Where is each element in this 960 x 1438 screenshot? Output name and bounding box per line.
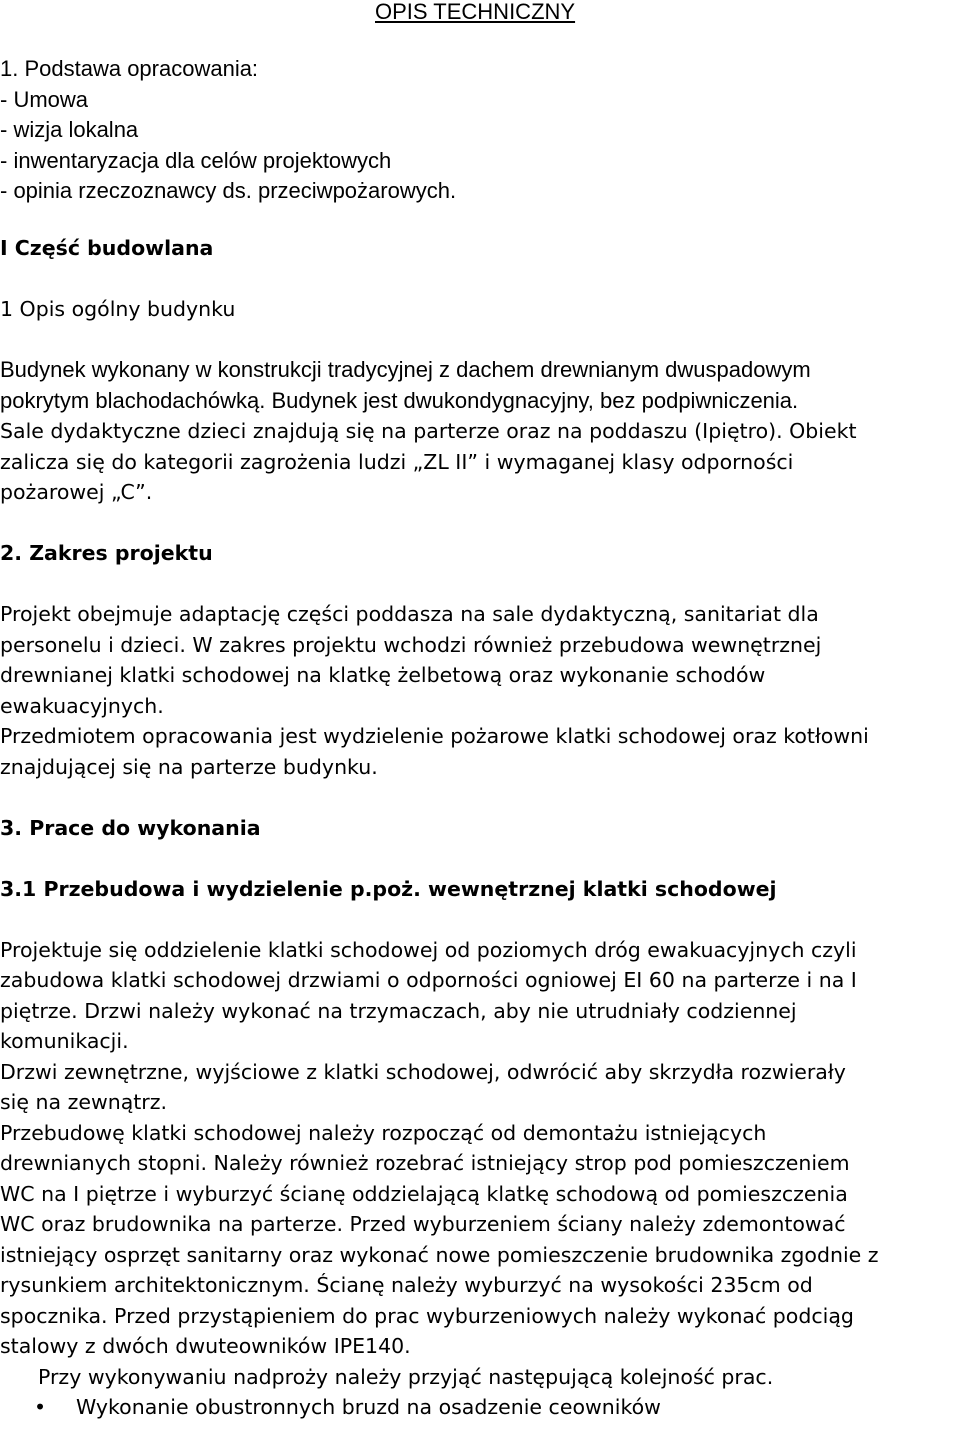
order-line: Przy wykonywaniu nadproży należy przyjąć następującą kolejność prac. xyxy=(38,1364,774,1389)
section-3-1-line: WC oraz brudownika na parterze. Przed wyburzeniem ściany należy zdemontować xyxy=(0,1212,846,1236)
spacer xyxy=(0,843,960,874)
section-3-1-line: istniejący osprzęt sanitarny oraz wykonać nowe pomieszczenie brudownika zgodnie z xyxy=(0,1242,879,1267)
section-1-line: pokrytym blachodachówką. Budynek jest dwukondygnacyjny, bez podpiwniczenia. xyxy=(0,387,799,413)
document-title: OPIS TECHNICZNY xyxy=(375,0,576,24)
section-3-1-line: piętrze. Drzwi należy wykonać na trzymaczach, aby nie utrudniały codziennej xyxy=(0,998,797,1023)
spacer xyxy=(0,782,960,813)
section-3-1-line: WC na I piętrze i wyburzyć ścianę oddzielającą klatkę schodową od pomieszczenia xyxy=(0,1181,848,1206)
basis-item: - Umowa xyxy=(0,86,89,112)
spacer xyxy=(0,508,960,539)
main-content xyxy=(0,233,960,1423)
section-2-line: Projekt obejmuje adaptację części poddasza na sale dydaktyczną, sanitariat dla xyxy=(0,602,819,626)
spacer xyxy=(0,904,960,935)
bullet-icon: • xyxy=(34,1395,47,1419)
section-3-1-line: spocznika. Przed przystąpieniem do prac wyburzeniowych należy wykonać podciąg xyxy=(0,1303,854,1328)
section-1-line: Budynek wykonany w konstrukcji tradycyjnej z dachem drewnianym dwuspadowym xyxy=(0,357,811,382)
section-3-heading: 3. Prace do wykonania xyxy=(0,815,261,840)
section-2-heading: 2. Zakres projektu xyxy=(0,541,213,565)
basis-item: - wizja lokalna xyxy=(0,117,139,142)
section-2-line: drewnianej klatki schodowej na klatkę żelbetową oraz wykonanie schodów xyxy=(0,663,766,687)
section-3-1-line: zabudowa klatki schodowej drzwiami o odporności ogniowej EI 60 na parterze i na I xyxy=(0,968,857,992)
section-2-line: personelu i dzieci. W zakres projektu wchodzi również przebudowa wewnętrznej xyxy=(0,632,822,657)
section-3-1-line: drewnianych stopni. Należy również rozebrać istniejący strop pod pomieszczeniem xyxy=(0,1151,850,1175)
section-1-heading: 1 Opis ogólny budynku xyxy=(0,297,236,321)
section-3-1-line: komunikacji. xyxy=(0,1029,129,1053)
basis-item: - opinia rzeczoznawcy ds. przeciwpożarowych. xyxy=(0,178,457,203)
section-1-line: Sale dydaktyczne dzieci znajdują się na parterze oraz na poddaszu (Ipiętro). Obiekt xyxy=(0,419,857,443)
section-3-1-line: rysunkiem architektonicznym. Ścianę należy wyburzyć na wysokości 235cm od xyxy=(0,1273,813,1297)
section-3-1-heading: 3.1 Przebudowa i wydzielenie p.poż. wewnętrznej klatki schodowej xyxy=(0,876,777,901)
section-1-line: pożarowej „C”. xyxy=(0,480,153,504)
spacer xyxy=(0,325,960,356)
basis-section xyxy=(0,54,456,207)
spacer xyxy=(0,569,960,600)
section-3-1-line: się na zewnątrz. xyxy=(0,1090,168,1114)
section-3-1-line: Drzwi zewnętrzne, wyjściowe z klatki schodowej, odwrócić aby skrzydła rozwierały xyxy=(0,1059,846,1084)
section-2-line: ewakuacyjnych. xyxy=(0,693,164,718)
basis-item: - inwentaryzacja dla celów projektowych xyxy=(0,147,392,173)
bullet-item xyxy=(0,1392,960,1423)
basis-heading: 1. Podstawa opracowania: xyxy=(0,56,259,81)
bullet-text: Wykonanie obustronnych bruzd na osadzenie ceowników xyxy=(76,1395,661,1419)
section-3-1-line: stalowy z dwóch dwuteowników IPE140. xyxy=(0,1334,411,1358)
section-2-line: znajdującej się na parterze budynku. xyxy=(0,754,378,779)
section-2-line: Przedmiotem opracowania jest wydzielenie pożarowe klatki schodowej oraz kotłowni xyxy=(0,724,869,748)
section-1-line: zalicza się do kategorii zagrożenia ludzi „ZL II” i wymaganej klasy odporności xyxy=(0,449,794,474)
part-heading: I Część budowlana xyxy=(0,236,214,260)
spacer xyxy=(0,264,960,295)
section-3-1-line: Przebudowę klatki schodowej należy rozpocząć od demontażu istniejących xyxy=(0,1120,767,1145)
section-3-1-line: Projektuje się oddzielenie klatki schodowej od poziomych dróg ewakuacyjnych czyli xyxy=(0,937,857,962)
